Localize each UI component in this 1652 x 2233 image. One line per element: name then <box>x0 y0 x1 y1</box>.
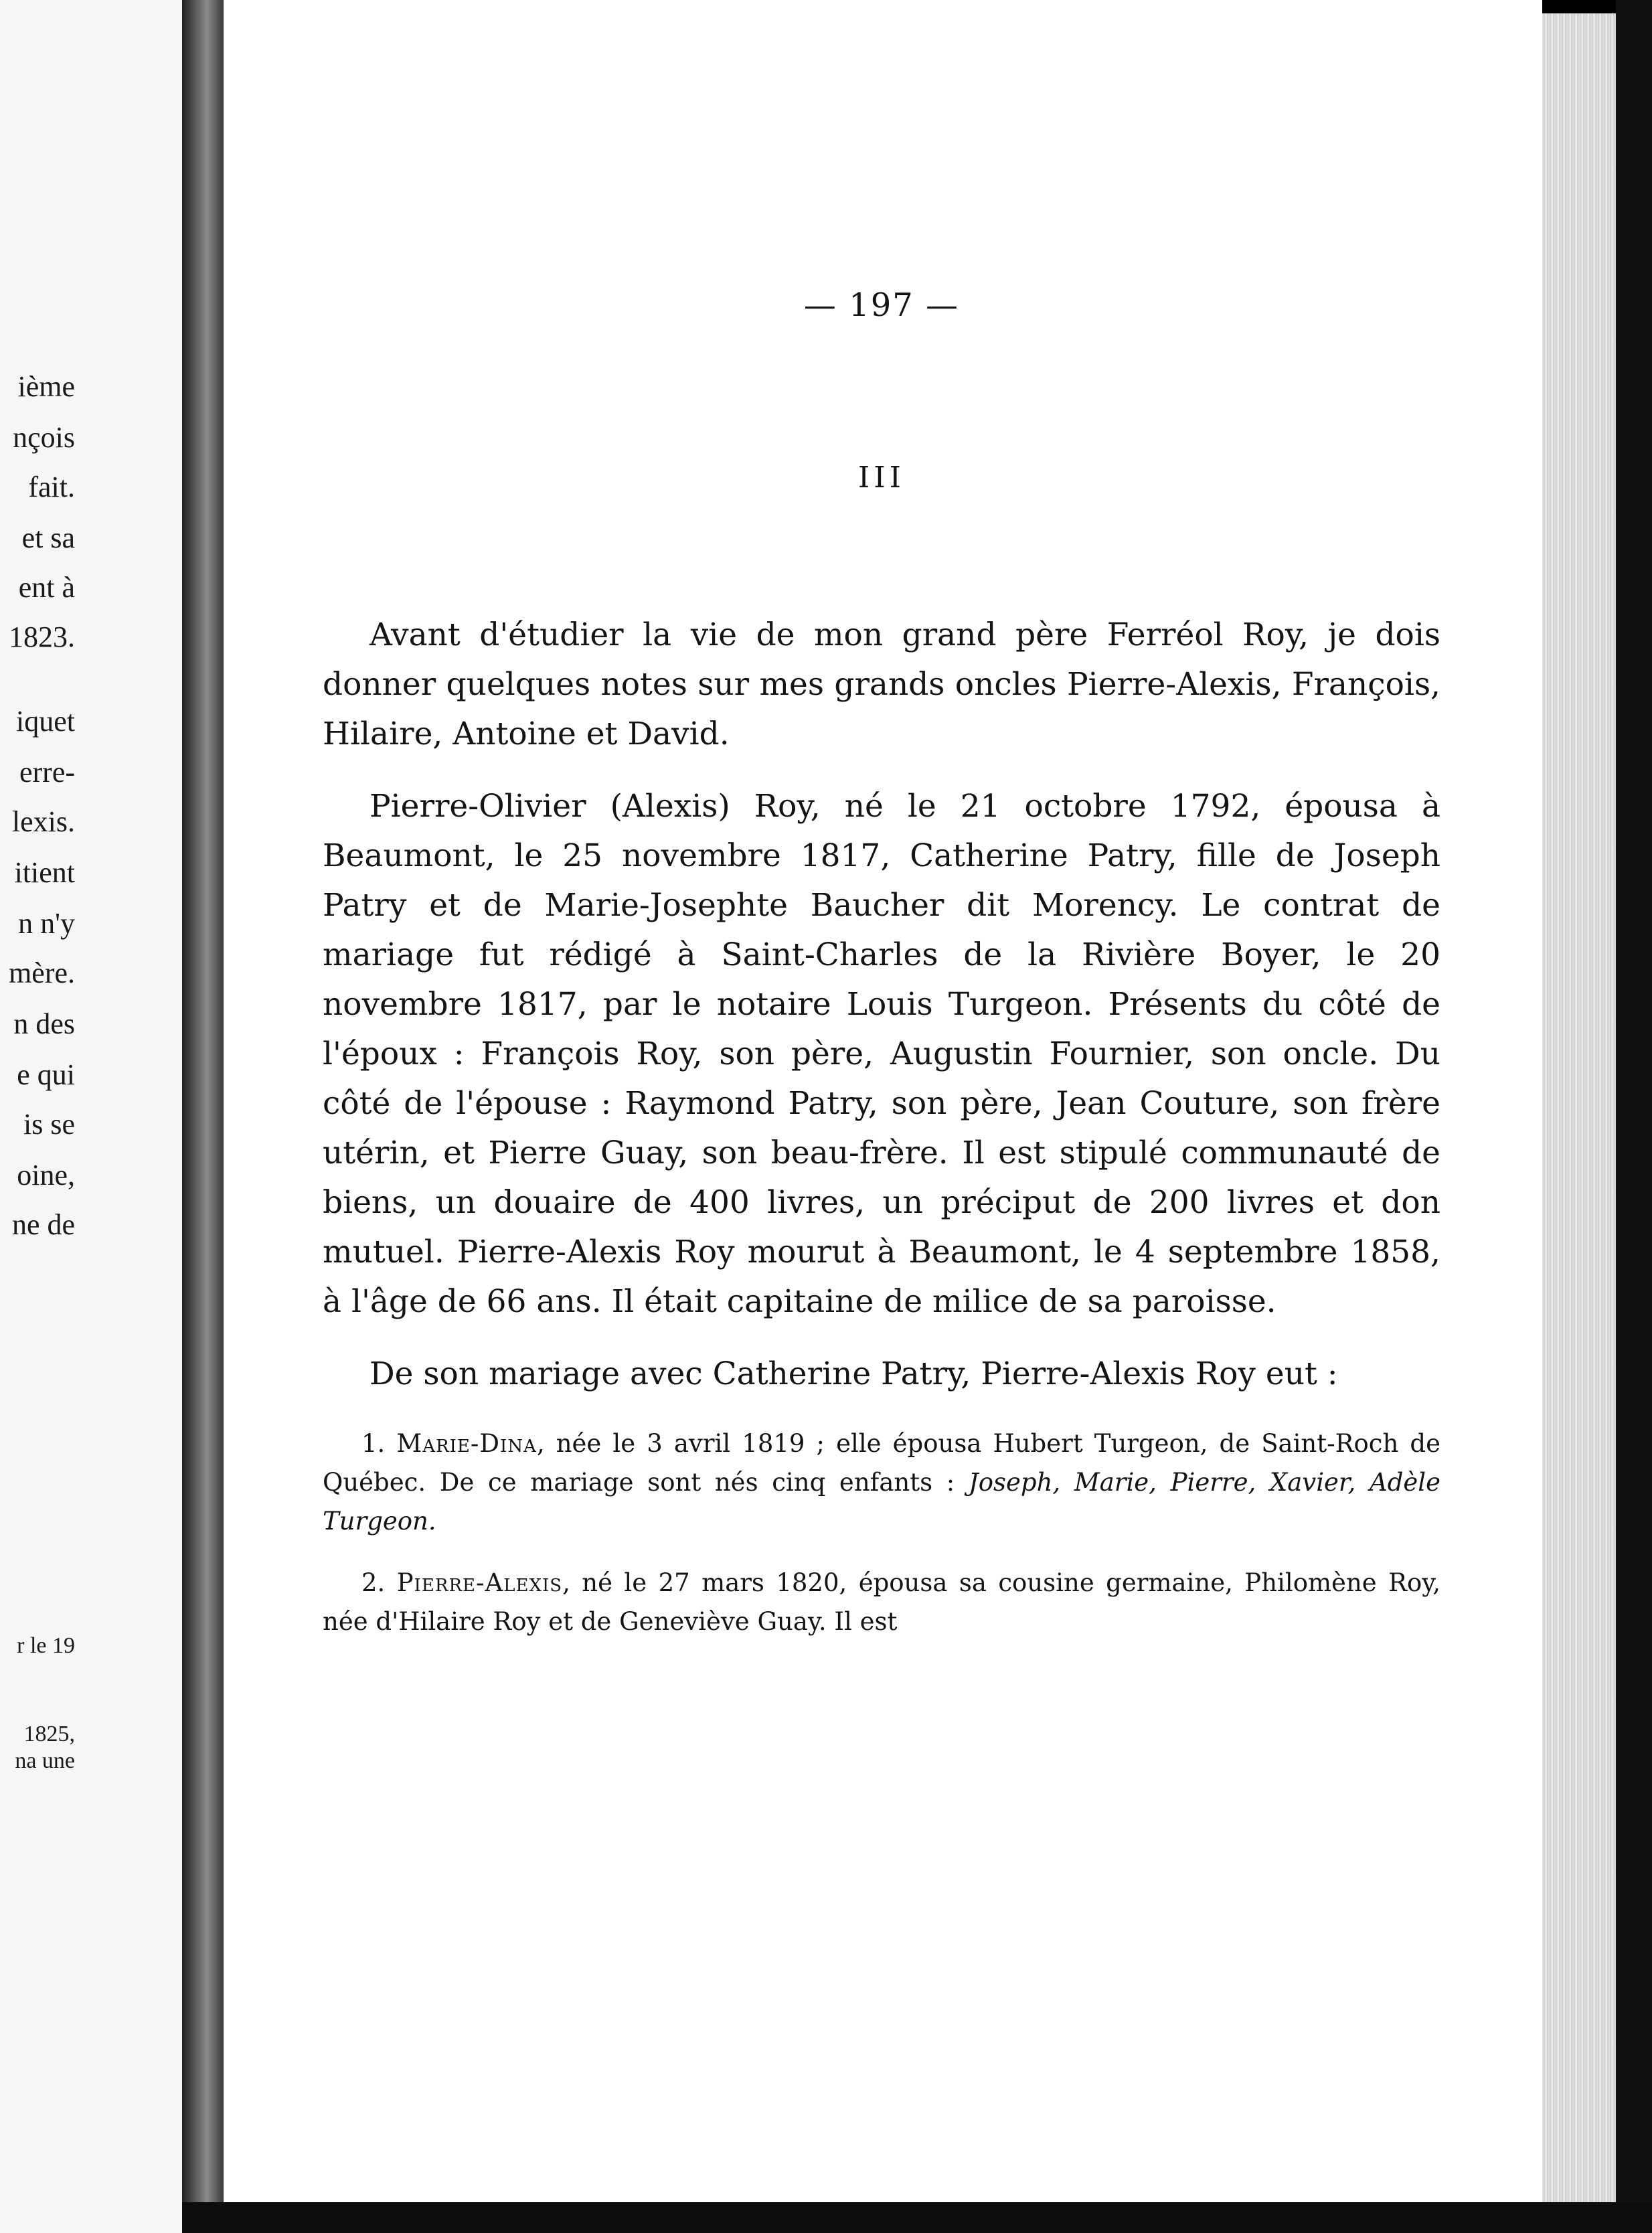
facing-page-text-fragment: e qui <box>17 1058 75 1091</box>
facing-page-text-fragment: iquet <box>16 705 75 738</box>
facing-page-text-fragment: 1825, <box>23 1722 75 1746</box>
list-item <box>323 1564 1440 1641</box>
child-text: , née le 3 avril 1819 ; elle épousa Hubert Turgeon, de Saint-Roch de Québec. De ce mariage sont nés cinq enfants : <box>323 1429 1440 1497</box>
facing-page-text-fragment: n n'y <box>18 907 75 940</box>
child-name: Marie-Dina <box>396 1429 537 1458</box>
facing-page-text-fragment: oine, <box>17 1159 75 1191</box>
facing-page-text-fragment: fait. <box>28 471 75 503</box>
paragraph-children-intro: De son mariage avec Catherine Patry, Pierre-Alexis Roy eut : <box>369 1355 1338 1392</box>
paragraph-intro: Avant d'étudier la vie de mon grand père Ferréol Roy, je dois donner quelques notes sur mes grands oncles Pierre-Alexis, François, Hilaire, Antoine et David. <box>323 616 1440 752</box>
children-list <box>323 1424 1440 1641</box>
paragraph-pierre-olivier: Pierre-Olivier (Alexis) Roy, né le 21 octobre 1792, épousa à Beaumont, le 25 novembre 1817, Catherine Patry, fille de Joseph Patry et de Marie-Josephte Baucher dit Morency. Le contrat de mariage fut rédigé à Saint-Charles de la Rivière Boyer, le 20 novembre 1817, par le notaire Louis Turgeon. Présents du côté de l'époux : François Roy, son père, Augustin Fournier, son oncle. Du côté de l'épouse : Raymond Patry, son père, Jean Couture, son frère utérin, et Pierre Guay, son beau-frère. Il est stipulé communauté de biens, un douaire de 400 livres, un préciput de 200 livres et don mutuel. Pierre-Alexis Roy mourut à Beaumont, le 4 septembre 1858, à l'âge de 66 ans. Il était capitaine de milice de sa paroisse. <box>323 788 1440 1320</box>
scan-border-bottom <box>182 2202 1652 2233</box>
child-number: 1. <box>361 1429 386 1458</box>
facing-page-text-fragment: ne de <box>11 1208 75 1241</box>
facing-page-text-fragment: na une <box>15 1748 75 1773</box>
child-text: , né le 27 mars 1820, épousa sa cousine germaine, Philomène Roy, née d'Hilaire Roy et de Geneviève Guay. Il est <box>323 1568 1440 1636</box>
facing-page-text-fragment: erre- <box>19 756 75 789</box>
facing-page-text-fragment: r le 19 <box>17 1633 75 1658</box>
facing-page-edge <box>0 0 182 2233</box>
facing-page-text-fragment: n des <box>13 1007 75 1040</box>
child-name: Pierre-Alexis <box>396 1568 563 1597</box>
facing-page-text-fragment: ième <box>17 370 75 403</box>
page-number: — 197 — <box>803 286 960 324</box>
facing-page-text-fragment: itient <box>14 856 75 889</box>
list-item <box>323 1424 1440 1541</box>
scan-border-right <box>1616 0 1652 2233</box>
page-edges <box>1542 13 1616 2202</box>
book-page <box>224 0 1542 2202</box>
facing-page-text-fragment: ent à <box>18 571 75 604</box>
facing-page-text-fragment: is se <box>23 1108 75 1141</box>
facing-page-text-fragment: lexis. <box>11 805 75 838</box>
book-gutter <box>182 0 224 2233</box>
body-text <box>323 610 1440 1664</box>
facing-page-text-fragment: et sa <box>21 521 75 554</box>
facing-page-text-fragment: mère. <box>9 957 75 989</box>
facing-page-text-fragment: nçois <box>13 421 75 454</box>
child-offspring: Joseph, Marie, Pierre, Xavier, Adèle Turgeon. <box>323 1468 1441 1536</box>
child-number: 2. <box>361 1568 386 1597</box>
facing-page-text-fragment: 1823. <box>9 621 75 653</box>
section-title: III <box>857 461 906 495</box>
